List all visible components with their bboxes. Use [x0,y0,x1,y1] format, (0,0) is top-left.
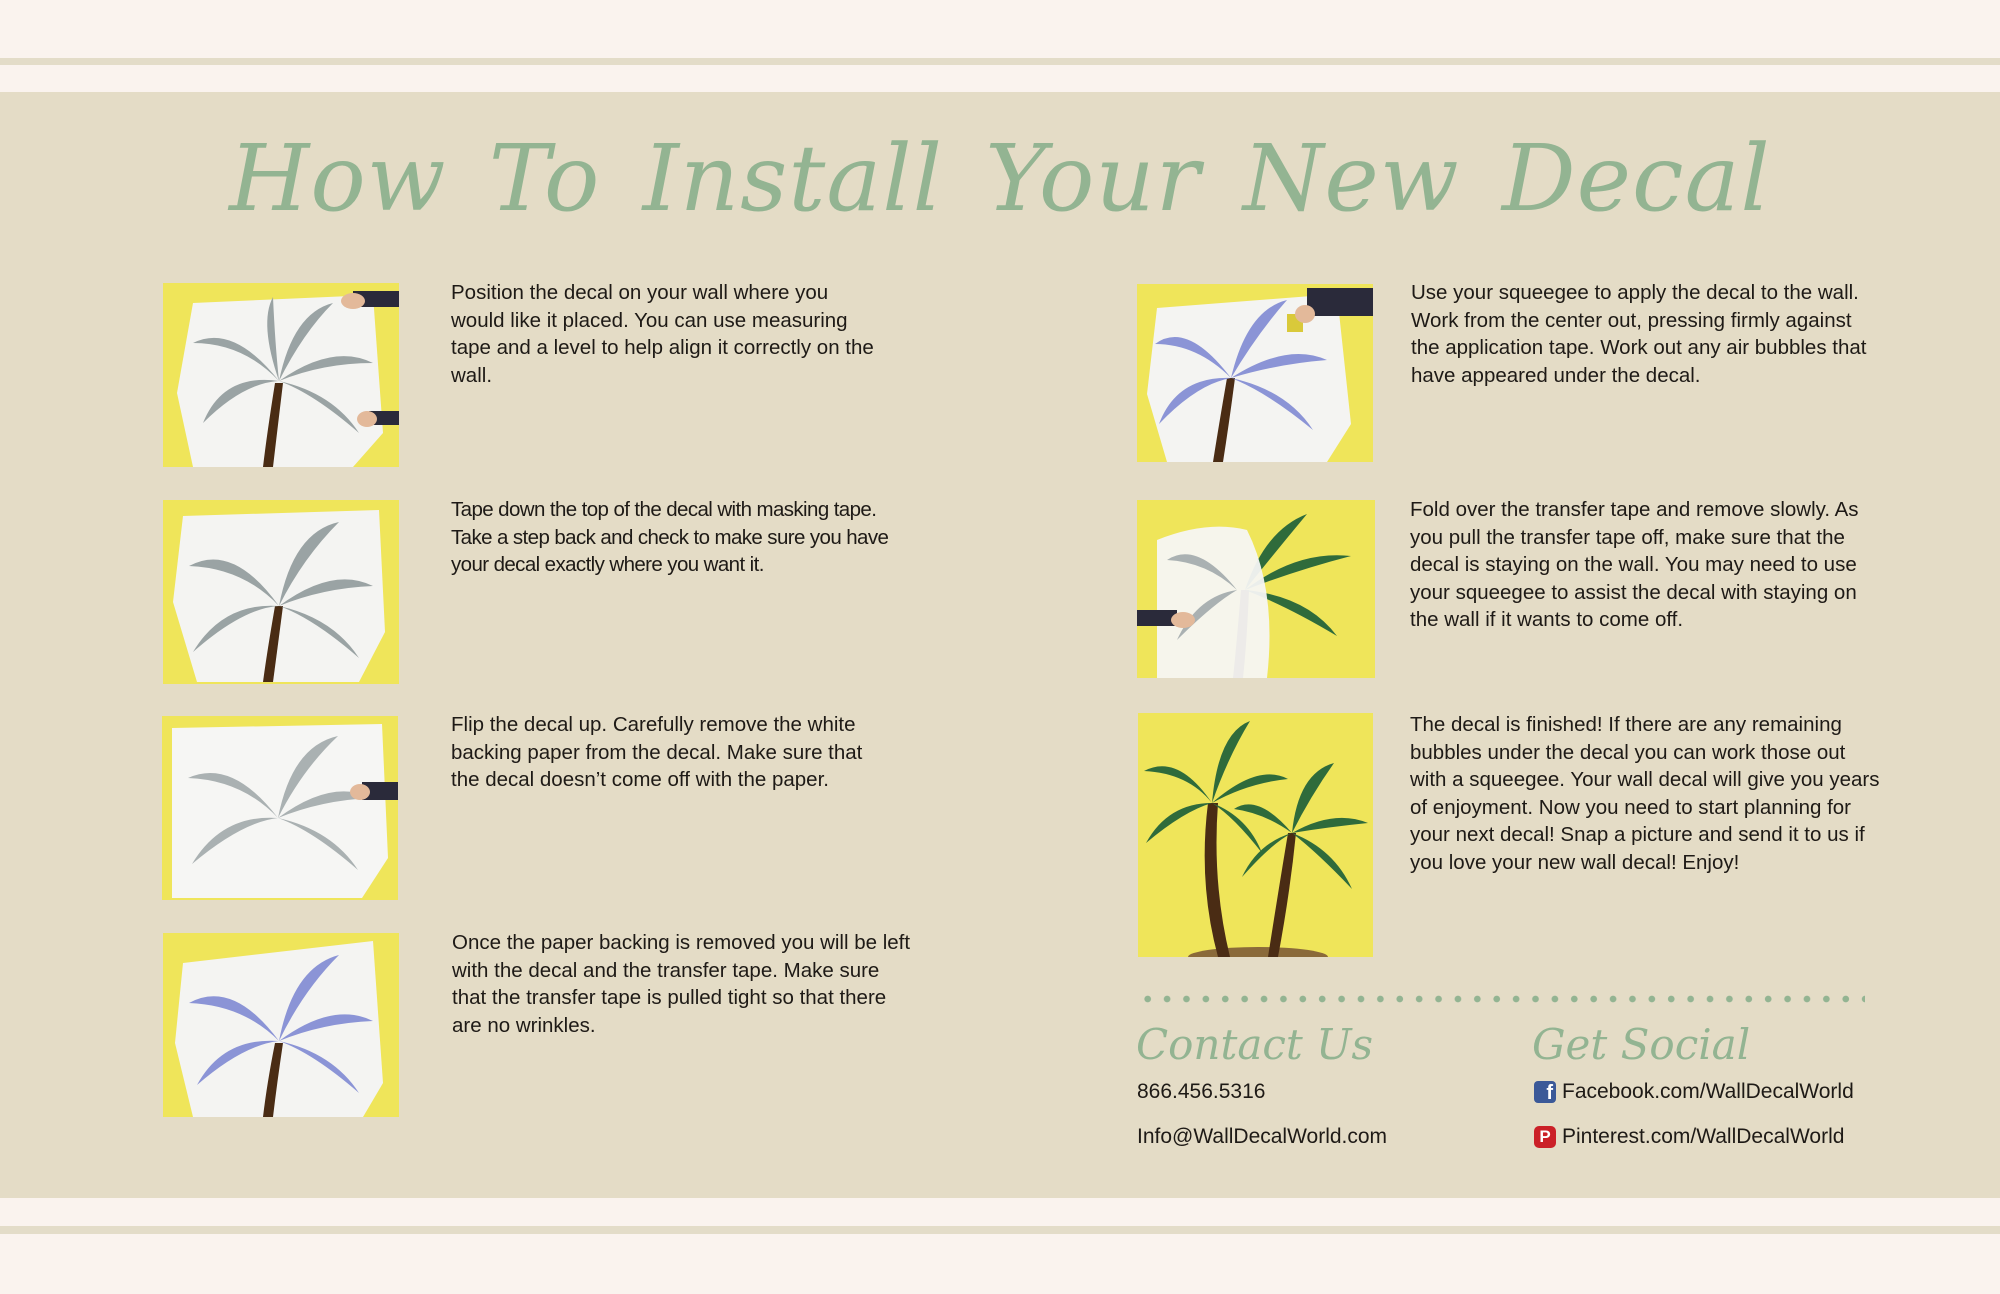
facebook-link[interactable] [1534,1080,1854,1104]
contact-phone[interactable]: 866.456.5316 [1137,1080,1266,1103]
taped-decal-photo [163,500,399,684]
peel-tape-photo [1137,500,1375,678]
step-2-text: Tape down the top of the decal with masking tape. Take a step back and check to make sure you have your decal exactly where you want it. [451,498,889,576]
transfer-tape-photo [163,933,399,1117]
decal-on-wall-photo [163,283,399,467]
contact-email[interactable]: Info@WallDecalWorld.com [1137,1125,1388,1148]
pinterest-icon: P [1534,1126,1556,1148]
pinterest-label: Pinterest.com/WallDecalWorld [1562,1125,1845,1148]
step-1-text: Position the decal on your wall where you would like it placed. You can use measuring tape and a level to help align it correctly on the wall. [451,281,874,387]
top-stripe [0,58,2000,65]
step-6-text: Fold over the transfer tape and remove slowly. As you pull the transfer tape off, make sure that the decal is staying on the wall. You may need to use your squeegee to assist the decal with staying on the wall if it wants to come off. [1410,498,1859,631]
step-5-text: Use your squeegee to apply the decal to the wall. Work from the center out, pressing firmly against the application tape. Work out any air bubbles that have appeared under the decal. [1411,281,1867,387]
facebook-label: Facebook.com/WallDecalWorld [1562,1080,1854,1103]
pinterest-link[interactable] [1534,1125,1844,1149]
social-heading: Get Social [1532,1020,1751,1069]
dotted-divider [1138,995,1865,1003]
step-3-text: Flip the decal up. Carefully remove the white backing paper from the decal. Make sure that the decal doesn’t come off with the paper. [451,713,863,791]
finished-decal-photo [1138,713,1373,957]
backing-removal-photo [162,716,398,900]
step-4-text: Once the paper backing is removed you will be left with the decal and the transfer tape. Make sure that the transfer tape is pulled tight so that there are no wrinkles. [452,931,911,1037]
page-title: How To Install Your New Decal [229,125,1771,232]
bottom-stripe [0,1226,2000,1234]
squeegee-photo [1137,284,1373,462]
contact-heading: Contact Us [1136,1020,1374,1069]
step-7-text: The decal is finished! If there are any remaining bubbles under the decal you can work those out with a squeegee. Your wall decal will give you years of enjoyment. Now you need to start planning for your next decal! Snap a picture and send it to us if you love your new wall decal! Enjoy! [1410,713,1880,874]
facebook-icon: f [1534,1081,1556,1103]
